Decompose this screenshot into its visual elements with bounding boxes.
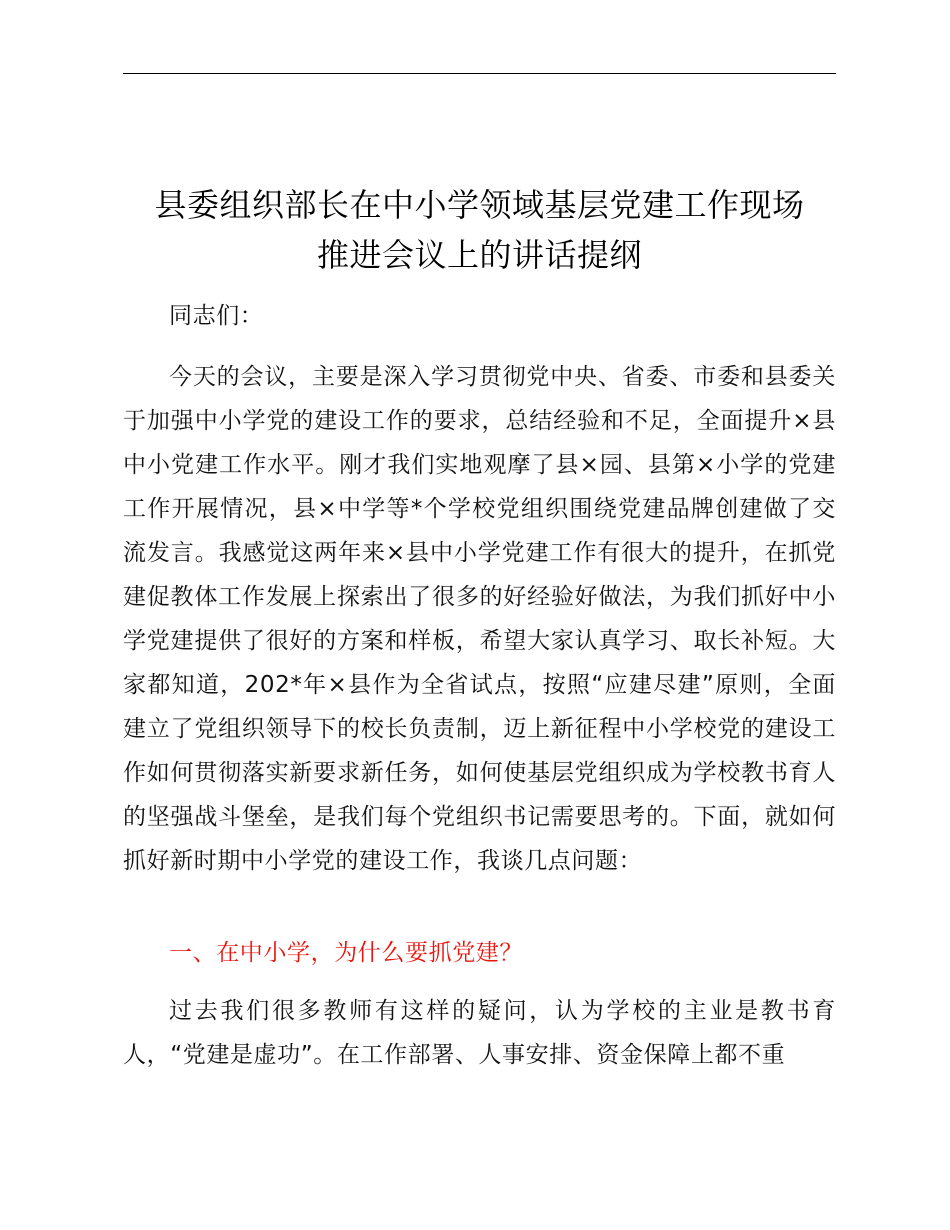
title-line-2: 推进会议上的讲话提纲 bbox=[316, 236, 642, 274]
section-1-heading: 一、在中小学，为什么要抓党建？ bbox=[169, 940, 523, 966]
header-rule bbox=[123, 73, 836, 74]
title-line-1: 县委组织部长在中小学领域基层党建工作现场 bbox=[154, 186, 805, 224]
document-title bbox=[123, 180, 836, 280]
paragraph-2: 过去我们很多教师有这样的疑问，认为学校的主业是教书育人，“党建是虚功”。在工作部署、人事安排、资金保障上都不重 bbox=[123, 998, 836, 1068]
salutation: 同志们： bbox=[169, 303, 264, 329]
paragraph-1: 今天的会议，主要是深入学习贯彻党中央、省委、市委和县委关于加强中小学党的建设工作的要求，总结经验和不足，全面提升×县中小党建工作水平。刚才我们实地观摩了县×园、县第×小学的党建工作开展情况，县×中学等*个学校党组织围绕党建品牌创建做了交流发言。我感觉这两年来×县中小学党建工作有很大的提升，在抓党建促教体工作发展上探索出了很多的好经验好做法，为我们抓好中小学党建提供了很好的方案和样板，希望大家认真学习、取长补短。大家都知道，202*年×县作为全省试点，按照“应建尽建”原则，全面建立了党组织领导下的校长负责制，迈上新征程中小学校党的建设工作如何贯彻落实新要求新任务，如何使基层党组织成为学校教书育人的坚强战斗堡垒，是我们每个党组织书记需要思考的。下面，就如何抓好新时期中小学党的建设工作，我谈几点问题： bbox=[123, 364, 836, 874]
